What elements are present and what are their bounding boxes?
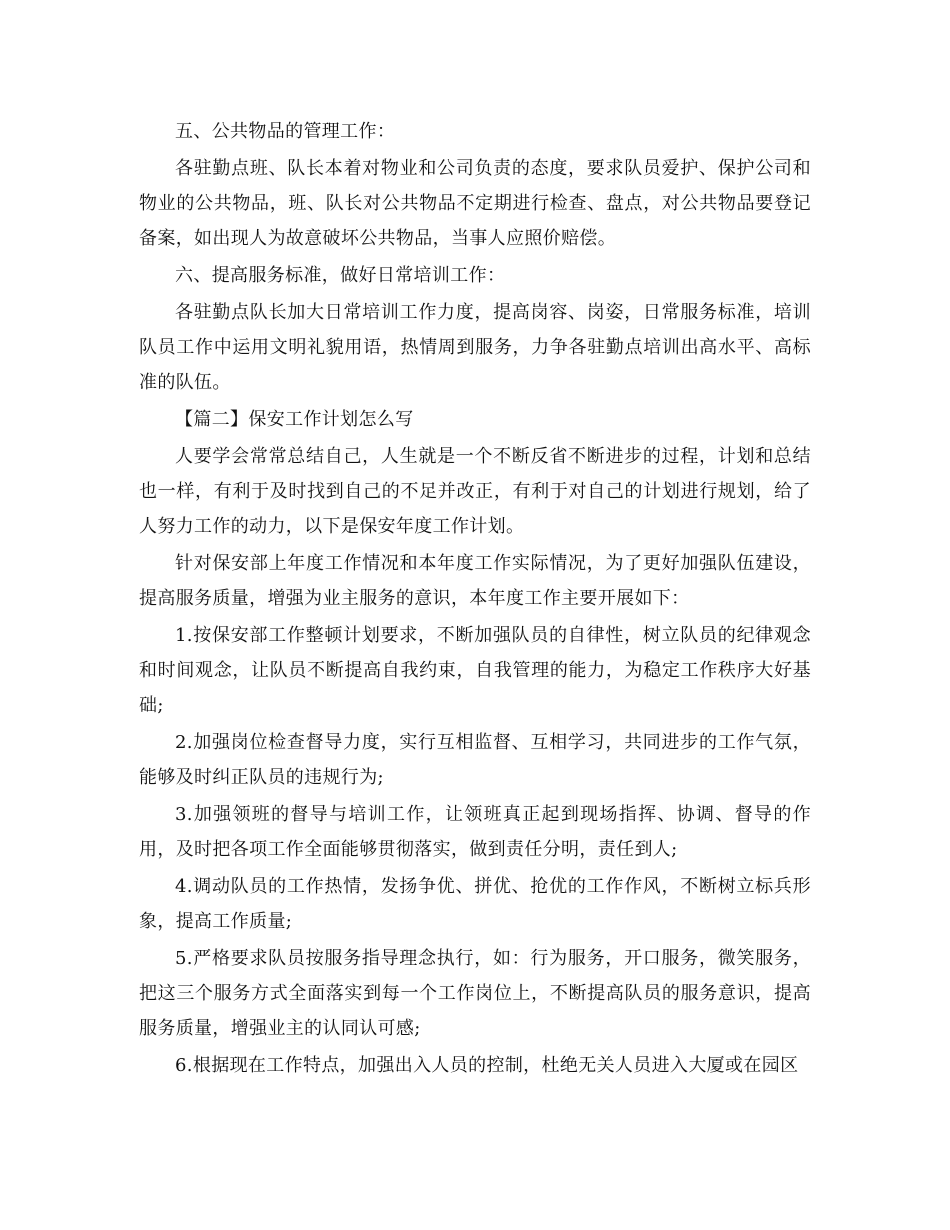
paragraph-overview: 针对保安部上年度工作情况和本年度工作实际情况，为了更好加强队伍建设，提高服务质量，增强为业主服务的意识，本年度工作主要开展如下： — [139, 553, 811, 609]
list-item-3: 3.加强领班的督导与培训工作，让领班真正起到现场指挥、协调、督导的作用，及时把各项工作全面能够贯彻落实，做到责任分明，责任到人; — [139, 804, 811, 860]
list-item-6: 6.根据现在工作特点，加强出入人员的控制，杜绝无关人员进入大厦或在园区 — [175, 1055, 799, 1076]
document-body — [139, 114, 811, 1085]
paragraph-intro: 人要学会常常总结自己，人生就是一个不断反省不断进步的过程，计划和总结也一样，有利于及时找到自己的不足并改正，有利于对自己的计划进行规划，给了人努力工作的动力，以下是保安年度工作计划。 — [139, 446, 811, 537]
section-heading-six: 六、提高服务标准，做好日常培训工作： — [175, 265, 506, 286]
list-item-5: 5.严格要求队员按服务指导理念执行，如：行为服务，开口服务，微笑服务，把这三个服务方式全面落实到每一个工作岗位上，不断提高队员的服务意识，提高服务质量，增强业主的认同认可感; — [139, 948, 811, 1039]
section-heading-five: 五、公共物品的管理工作： — [175, 121, 396, 142]
part-two-title: 【篇二】保安工作计划怎么写 — [175, 409, 414, 430]
paragraph-public-goods: 各驻勤点班、队长本着对物业和公司负责的态度，要求队员爱护、保护公司和物业的公共物品，班、队长对公共物品不定期进行检查、盘点，对公共物品要登记备案，如出现人为故意破坏公共物品，当事人应照价赔偿。 — [139, 158, 811, 249]
paragraph-training: 各驻勤点队长加大日常培训工作力度，提高岗容、岗姿，日常服务标准，培训队员工作中运用文明礼貌用语，热情周到服务，力争各驻勤点培训出高水平、高标准的队伍。 — [139, 302, 811, 393]
list-item-2: 2.加强岗位检查督导力度，实行互相监督、互相学习，共同进步的工作气氛，能够及时纠正队员的违规行为; — [139, 732, 811, 788]
list-item-4: 4.调动队员的工作热情，发扬争优、拼优、抢优的工作作风，不断树立标兵形象，提高工作质量; — [139, 876, 811, 932]
list-item-1: 1.按保安部工作整顿计划要求，不断加强队员的自律性，树立队员的纪律观念和时间观念，让队员不断提高自我约束，自我管理的能力，为稳定工作秩序大好基础; — [139, 625, 811, 716]
